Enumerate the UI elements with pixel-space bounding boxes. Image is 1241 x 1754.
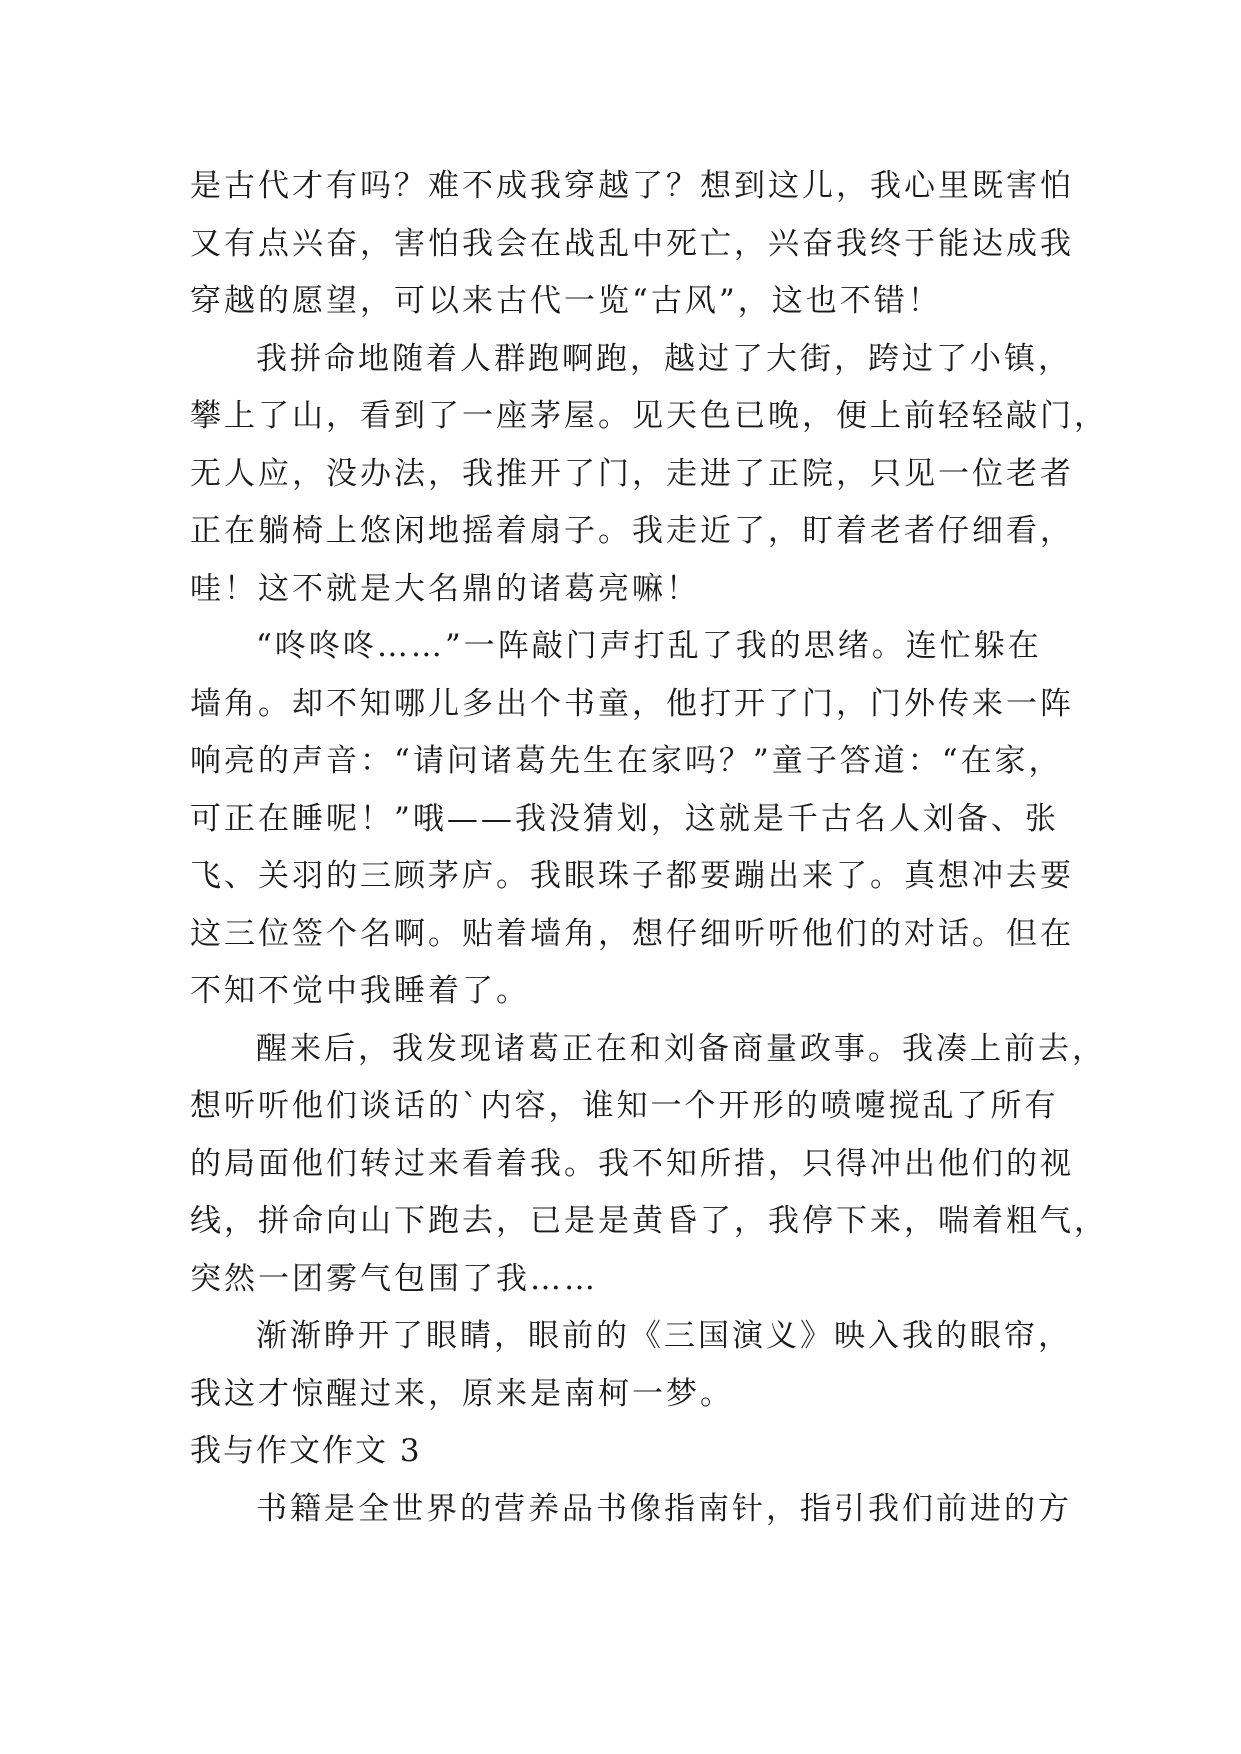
text-line: 墙角。却不知哪儿多出个书童，他打开了门，门外传来一阵: [190, 685, 1074, 722]
section-heading: 我与作文作文 3: [190, 1433, 422, 1469]
text-line: 我这才惊醒过来，原来是南柯一梦。: [190, 1375, 734, 1412]
paragraph-start-line: 醒来后，我发现诸葛正在和刘备商量政事。我凑上前去，: [256, 1030, 1106, 1067]
text-line: 正在躺椅上悠闲地摇着扇子。我走近了，盯着老者仔细看，: [190, 513, 1074, 549]
text-line: 的局面他们转过来看着我。我不知所措，只得冲出他们的视: [190, 1145, 1074, 1182]
text-line: 哇！这不就是大名鼎的诸葛亮嘛！: [190, 570, 700, 607]
text-line: 这三位签个名啊。贴着墙角，想仔细听听他们的对话。但在: [190, 915, 1074, 952]
text-line: 攀上了山，看到了一座茅屋。见天色已晚，便上前轻轻敲门，: [190, 398, 1108, 434]
text-line: 线，拼命向山下跑去，已是是黄昏了，我停下来，喘着粗气，: [190, 1203, 1108, 1239]
text-line: 飞、关羽的三顾茅庐。我眼珠子都要蹦出来了。真想冲去要: [190, 858, 1074, 894]
text-line: 不知不觉中我睡着了。: [190, 973, 530, 1009]
paragraph-start-line: “咚咚咚……”一阵敲门声打乱了我的思绪。连忙躲在: [256, 628, 1042, 664]
document-page: [190, 158, 1108, 1538]
text-line: 突然一团雾气包围了我……: [190, 1260, 598, 1297]
text-line: 响亮的声音：“请问诸葛先生在家吗？”童子答道：“在家，: [190, 743, 1063, 779]
text-line: 又有点兴奋，害怕我会在战乱中死亡，兴奋我终于能达成我: [190, 225, 1074, 262]
text-line: 可正在睡呢！”哦——我没猜划，这就是千古名人刘备、张: [190, 800, 1059, 837]
text-line: 想听听他们谈话的`内容，谁知一个开形的喷嚏搅乱了所有: [190, 1088, 1059, 1124]
paragraph-start-line: 渐渐睁开了眼睛，眼前的《三国演义》映入我的眼帘，: [256, 1318, 1072, 1354]
text-line: 穿越的愿望，可以来古代一览“古风”，这也不错！: [190, 283, 942, 319]
text-line: 无人应，没办法，我推开了门，走进了正院，只见一位老者: [190, 455, 1074, 492]
paragraph-start-line: 书籍是全世界的营养品书像指南针，指引我们前进的方: [256, 1490, 1072, 1527]
text-line: 是古代才有吗？难不成我穿越了？想到这儿，我心里既害怕: [190, 168, 1074, 204]
paragraph-start-line: 我拼命地随着人群跑啊跑，越过了大街，跨过了小镇，: [256, 340, 1072, 377]
